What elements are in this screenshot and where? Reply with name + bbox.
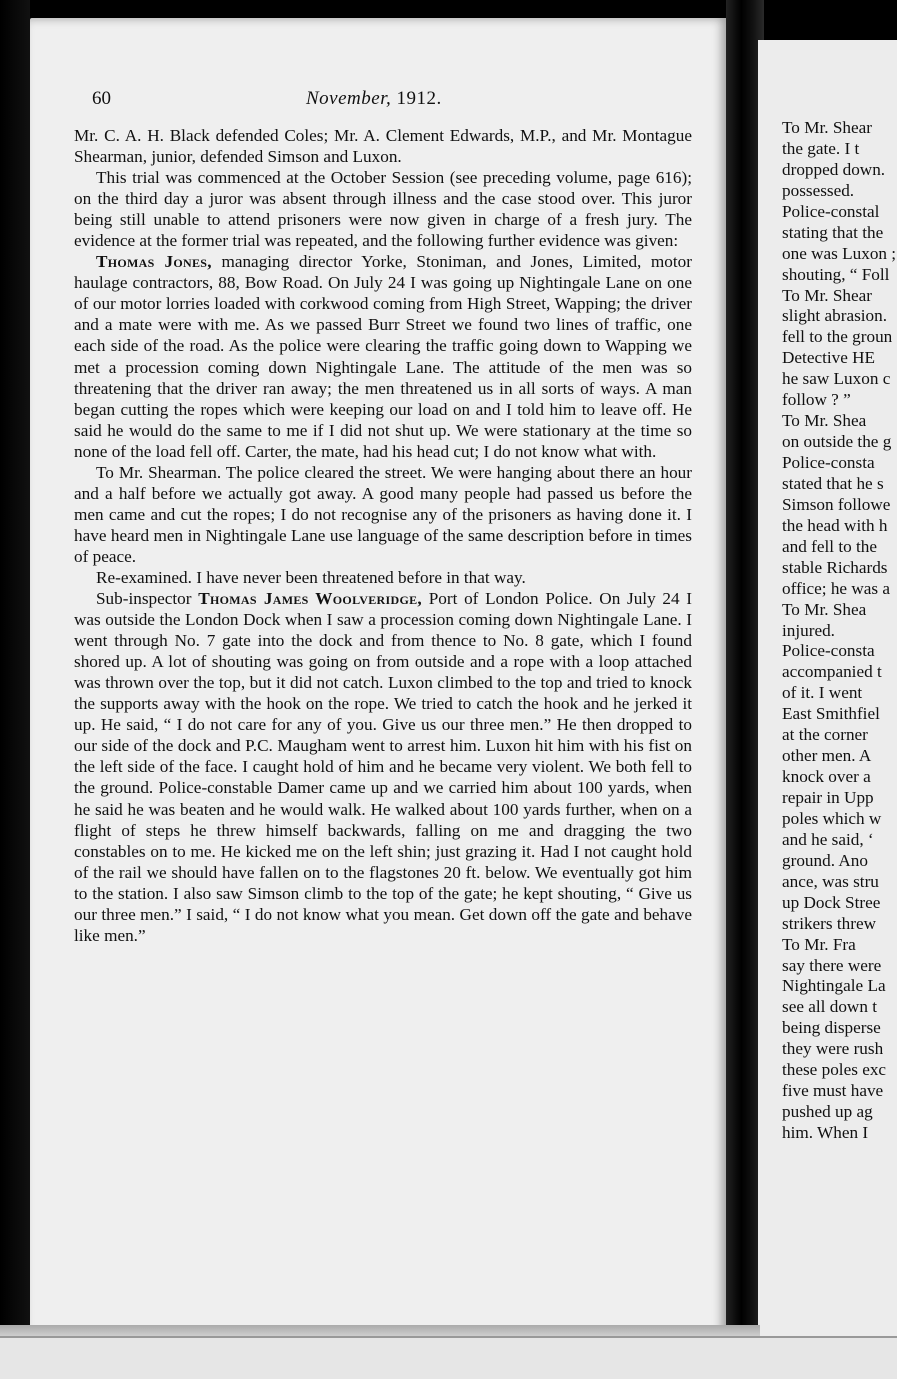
right-page-line: the head with h xyxy=(782,515,888,535)
right-page-line: ground. Ano xyxy=(782,850,868,870)
right-page-line: possessed. xyxy=(782,180,855,200)
right-page-line: him. When I xyxy=(782,1123,869,1142)
running-title xyxy=(306,88,442,110)
right-page-line: repair in Upp xyxy=(782,788,874,807)
right-page-line: the gate. I t xyxy=(782,138,860,158)
right-page-column xyxy=(782,118,897,1144)
paragraph-trial-history: This trial was commenced at the October Session (see preceding volume, page 616); on the third day a juror was absent through illness and the case stood over. This juror being still unable to attend prisoners were now given in charge of a fresh jury. The evidence at the former trial was repeated, and the following further evidence was given: xyxy=(74,168,692,251)
page-body xyxy=(74,125,692,946)
running-title-month: November, xyxy=(306,88,392,109)
right-page-line: of it. I went xyxy=(782,683,863,703)
left-page xyxy=(30,18,728,1338)
right-page-line: and fell to the xyxy=(782,536,877,556)
right-page-line: Police-consta xyxy=(782,641,875,661)
jones-evidence-text: managing director Yorke, Stoniman, and Jones, Limited, motor haulage contractors, 88, Bow Road. On July 24 I was going up Nightingale Lane on one of our motor lorries loaded with corkwood coming from High Street, Wapping; the driver and a mate were with me. As we passed Burr Street we found two lines of traffic, one each side of the road. As the police were clearing the traffic going down to Wapping we met a procession coming down Nightingale Lane. The attitude of the men was so threatening that the driver ran away; the men threatened us in all sorts of ways. A man began cutting the ropes which were keeping our load on and I told him to leave off. He said he would do the same to me if I did not shut up. We were stationary at the time so none of the load fell off. Carter, the mate, had his head cut; I do not know what with. xyxy=(74,252,692,461)
right-page-line: he saw Luxon c xyxy=(782,369,891,389)
right-page-line: and he said, ‘ xyxy=(782,829,874,849)
right-page-partial xyxy=(758,40,897,1360)
right-page-line: To Mr. Fra xyxy=(782,934,856,954)
right-page-line: Simson followe xyxy=(782,494,891,514)
woolveridge-evidence-text: Port of London Police. On July 24 I was outside the London Dock when I saw a procession coming down Nightingale Lane. I went through No. 7 gate into the dock and from thence to No. 8 gate, which I found shored up. A lot of shouting was going on from outside and a rope with a loop attached was thrown over the top, but it did not catch. Luxon climbed to the top and tried to knock the supports away with the hook on the rope. We tried to catch the hook and he jerked it up. He said, “ I do not care for any of you. Give us our three men.” He then dropped to our side of the dock and P.C. Maugham went to arrest him. Luxon hit him with his fist on the left side of the face. I caught hold of him and he became very violent. We both fell to the ground. Police-constable Damer came up and we carried him about 100 yards, when he said he was beaten and he would walk. He walked about 100 yards further, when on a flight of steps he threw himself backwards, falling on me and dragging the two constables on to me. He kicked me on the left shin; just grazing it. Had I not caught hold of the rail we should have fallen on to the flagstones 20 ft. below. We eventually got him to the station. I also saw Simson climb to the top of the gate; he kept shouting, “ Give us our three men.” I said, “ I do not know what you mean. Get down off the gate and behave like men.” xyxy=(74,589,693,945)
right-page-line: To Mr. Shea xyxy=(782,599,867,619)
right-page-line: office; he was a xyxy=(782,578,891,598)
right-page-line: stable Richards xyxy=(782,557,888,577)
right-page-line: Detective HE xyxy=(782,348,876,368)
page-number: 60 xyxy=(92,88,111,109)
paragraph-re-examined: Re-examined. I have never been threatened before in that way. xyxy=(96,567,526,587)
right-page-line: accompanied t xyxy=(782,662,882,682)
paragraph-cross-examination: To Mr. Shearman. The police cleared the street. We were hanging about there an hour and a half before we actually got away. A good many people had passed us before the men came and cut the ropes; I do not recognise any of the prisoners as having done it. I have heard men in Nightingale Lane use language of the same description before in times of peace. xyxy=(74,462,692,566)
paragraph-counsel: Mr. C. A. H. Black defended Coles; Mr. A. Clement Edwards, M.P., and Mr. Montague Shearman, junior, defended Simson and Luxon. xyxy=(74,126,692,167)
right-page-line: fell to the groun xyxy=(782,327,893,347)
right-page-line: East Smithfiel xyxy=(782,704,880,724)
right-page-line: knock over a xyxy=(782,767,871,787)
right-page-line: slight abrasion. xyxy=(782,306,888,326)
right-page-line: Police-constal xyxy=(782,201,880,221)
right-page-line: Nightingale La xyxy=(782,976,886,996)
scan-bottom-strip xyxy=(0,1336,897,1379)
right-page-line: see all down t xyxy=(782,997,877,1017)
right-page-line: follow ? ” xyxy=(782,390,851,410)
right-page-line: stated that he s xyxy=(782,473,884,493)
right-page-line: other men. A xyxy=(782,746,872,766)
right-page-line: Police-consta xyxy=(782,453,875,472)
right-page-line: these poles exc xyxy=(782,1060,887,1080)
right-page-line: stating that the xyxy=(782,222,884,242)
paragraph-jones-evidence xyxy=(74,251,692,461)
right-page-line: dropped down. xyxy=(782,159,886,179)
right-page-line: strikers threw xyxy=(782,913,877,933)
right-page-line: To Mr. Shea xyxy=(782,411,867,431)
right-page-line: To Mr. Shear xyxy=(782,118,872,137)
right-page-line: at the corner xyxy=(782,725,868,745)
witness-rank: Sub-inspector xyxy=(96,589,192,609)
right-page-line: one was Luxon ; xyxy=(782,243,897,263)
right-page-line: shouting, “ Foll xyxy=(782,264,890,284)
page-header xyxy=(92,88,692,112)
right-page-line: ance, was stru xyxy=(782,871,879,891)
witness-name-jones: Thomas Jones, xyxy=(96,252,212,272)
paragraph-woolveridge-evidence xyxy=(74,588,692,946)
right-page-line: say there were xyxy=(782,955,882,975)
right-page-line: To Mr. Shear xyxy=(782,285,872,305)
running-title-year: 1912. xyxy=(396,88,442,109)
right-page-line: injured. xyxy=(782,620,835,640)
right-page-line: on outside the g xyxy=(782,432,892,452)
right-page-line: five must have xyxy=(782,1081,884,1101)
right-page-line: pushed up ag xyxy=(782,1102,873,1122)
right-page-line: they were rush xyxy=(782,1039,884,1059)
right-page-line: being disperse xyxy=(782,1018,881,1038)
right-page-line: poles which w xyxy=(782,808,882,828)
witness-name-woolveridge: Thomas James Woolveridge, xyxy=(198,589,422,609)
scan-left-edge xyxy=(0,0,30,1379)
right-page-line: up Dock Stree xyxy=(782,892,881,912)
